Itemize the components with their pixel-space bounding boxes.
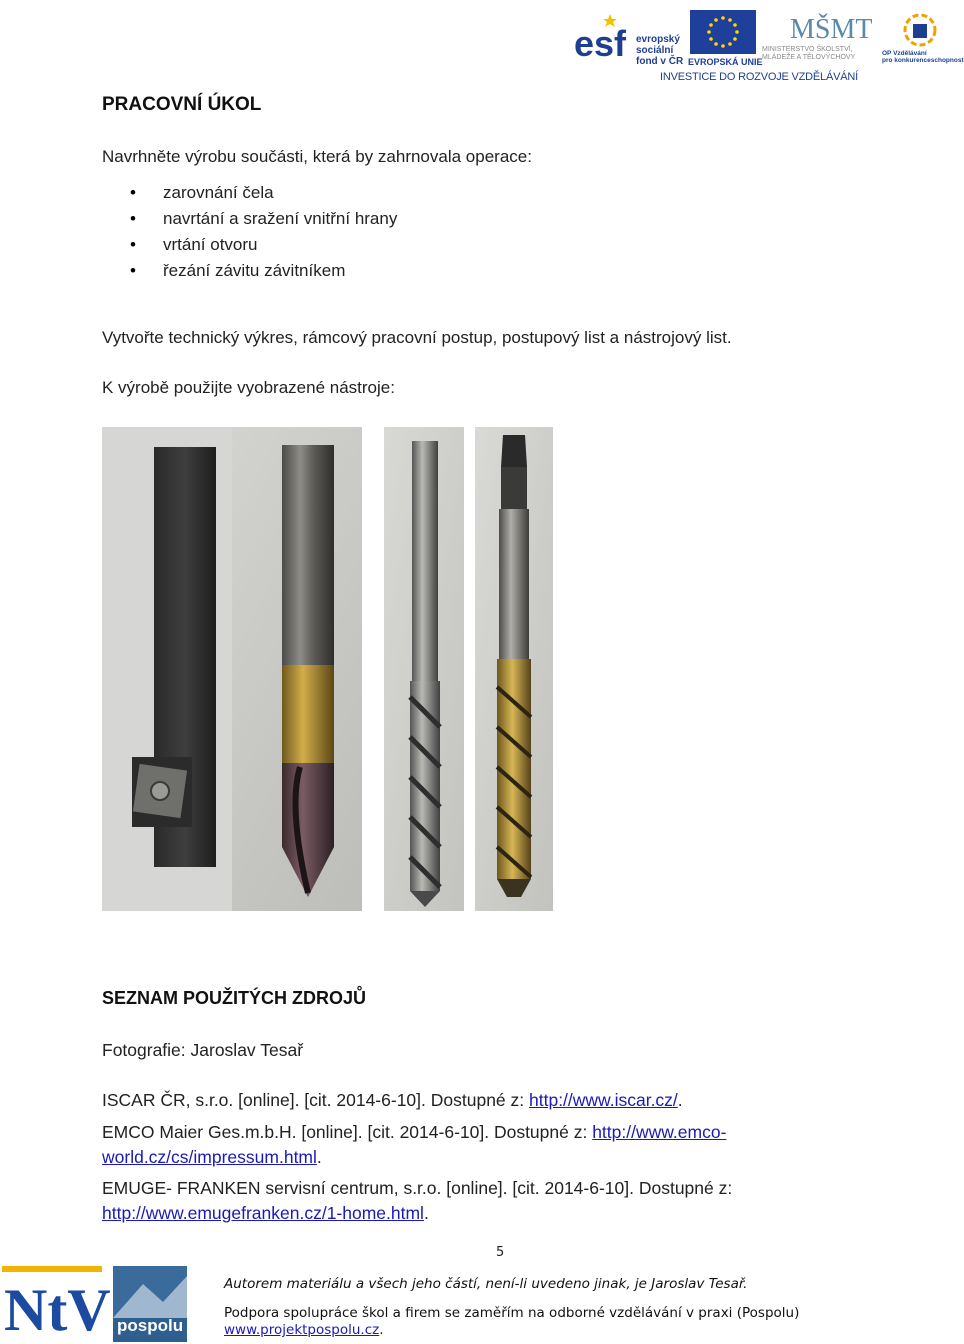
task-intro: Navrhněte výrobu součásti, která by zahrnovala operace: — [102, 147, 532, 166]
tap-photo — [475, 427, 553, 911]
operations-list — [130, 180, 397, 284]
emuge-link[interactable]: http://www.emugefranken.cz/1-home.html — [102, 1203, 424, 1223]
header-logos — [568, 6, 964, 88]
eu-flag-icon — [690, 10, 756, 54]
reference-iscar: ISCAR ČR, s.r.o. [online]. [cit. 2014-6-10]. Dostupné z: http://www.iscar.cz/. — [102, 1090, 683, 1110]
footer-url-line: www.projektpospolu.cz. — [224, 1322, 384, 1338]
msmt-mark: MŠMT — [790, 14, 873, 45]
eu-label: EVROPSKÁ UNIE — [688, 57, 763, 67]
support-note: Podpora spolupráce škol a firem se zaměřím na odborné vzdělávání v praxi (Pospolu) — [224, 1305, 800, 1321]
iscar-link[interactable]: http://www.iscar.cz/ — [529, 1090, 678, 1110]
page-number: 5 — [496, 1245, 505, 1260]
pospolu-logo — [113, 1266, 187, 1342]
investment-slogan: INVESTICE DO ROZVOJE VZDĚLÁVÁNÍ — [660, 71, 858, 83]
list-item: • řezání závitu závitníkem — [130, 258, 397, 284]
project-url-link[interactable]: www.projektpospolu.cz — [224, 1322, 380, 1338]
op-logo-icon — [898, 8, 942, 52]
tap-icon — [475, 427, 553, 911]
pospolu-label: pospolu — [117, 1316, 184, 1335]
esf-logo-icon — [572, 10, 627, 68]
photo-credit: Fotografie: Jaroslav Tesař — [102, 1040, 304, 1060]
twist-drill-photo — [384, 427, 464, 911]
esf-text: evropský sociální fond v ČR — [636, 34, 684, 67]
tools-intro: K výrobě použijte vyobrazené nástroje: — [102, 378, 395, 397]
task-instruction: Vytvořte technický výkres, rámcový pracovní postup, postupový list a nástrojový list. — [102, 328, 732, 347]
sources-heading: SEZNAM POUŽITÝCH ZDROJŮ — [102, 988, 367, 1008]
ntv-logo-icon — [0, 1262, 111, 1344]
emco-link[interactable]: http://www.emco- — [592, 1122, 727, 1142]
list-item: • navrtání a sražení vnitřní hrany — [130, 206, 397, 232]
reference-emco: EMCO Maier Ges.m.b.H. [online]. [cit. 2014-6-10]. Dostupné z: http://www.emco- world.cz/cs/impressum.html. — [102, 1122, 727, 1167]
op-text: OP Vzdělávání pro konkurenceschopnost — [882, 50, 964, 64]
list-item: • vrtání otvoru — [130, 232, 397, 258]
msmt-text: MINISTERSTVO ŠKOLSTVÍ, MLÁDEŽE A TĚLOVÝCHOVY — [762, 46, 856, 61]
list-item: • zarovnání čela — [130, 180, 397, 206]
author-note: Autorem materiálu a všech jeho částí, není-li uvedeno jinak, je Jaroslav Tesař. — [224, 1276, 748, 1292]
turning-tool-photo — [102, 427, 362, 911]
twist-drill-icon — [384, 427, 464, 911]
emco-link-continued[interactable]: world.cz/cs/impressum.html — [102, 1147, 317, 1167]
turning-tool-icon — [102, 427, 362, 911]
pospolu-logo-icon — [113, 1266, 187, 1318]
page-title: PRACOVNÍ ÚKOL — [102, 94, 262, 115]
msmt-logo-icon — [788, 8, 873, 48]
reference-emuge: EMUGE- FRANKEN servisní centrum, s.r.o. [online]. [cit. 2014-6-10]. Dostupné z: http://www.emugefranken.cz/1-home.html. — [102, 1178, 733, 1223]
esf-mark: esf — [574, 23, 627, 64]
ntv-mark: NtV — [4, 1277, 111, 1343]
